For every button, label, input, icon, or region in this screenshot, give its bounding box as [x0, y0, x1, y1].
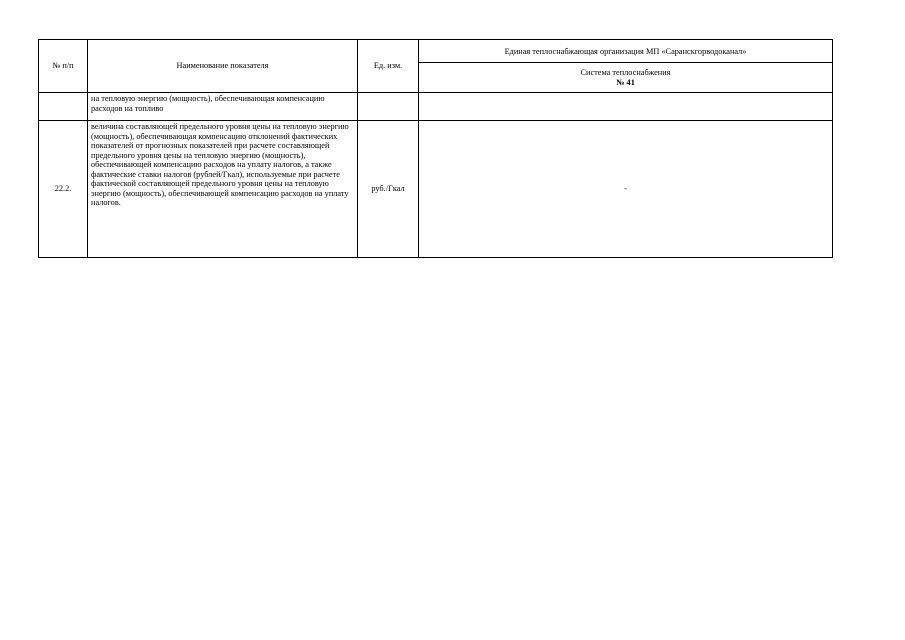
header-indicator-name: Наименование показателя [88, 40, 358, 93]
row-number: 22.2. [39, 121, 88, 258]
row-unit [358, 93, 419, 121]
header-organization: Единая теплоснабжающая организация МП «Саранскгорводоканал» [419, 40, 833, 63]
table-header-row [39, 40, 833, 63]
row-value: - [419, 121, 833, 258]
row-value [419, 93, 833, 121]
system-number: № 41 [616, 77, 635, 87]
header-number: № п/п [39, 40, 88, 93]
system-label: Система теплоснабжения [580, 67, 671, 77]
table-row [39, 121, 833, 258]
document-page [38, 39, 832, 258]
header-unit: Ед. изм. [358, 40, 419, 93]
row-indicator-name: величина составляющей предельного уровня цены на тепловую энергию (мощность), обеспечивающая компенсацию отклонений фактических показателей от прогнозных показателей при расчете составляющей предельного уровня цены на тепловую энергию (мощность), обеспечивающей компенсацию расходов на уплату налогов, а также фактические ставки налогов (рублей/Гкал), используемые при расчете фактической составляющей предельного уровня цены на тепловую энергию (мощность), обеспечивающей компенсацию расходов на уплату налогов. [88, 121, 358, 258]
table-row [39, 93, 833, 121]
row-indicator-name: на тепловую энергию (мощность), обеспечивающая компенсацию расходов на топливо [88, 93, 358, 121]
header-system [419, 63, 833, 93]
row-unit: руб./Гкал [358, 121, 419, 258]
indicators-table [38, 39, 833, 258]
row-number [39, 93, 88, 121]
